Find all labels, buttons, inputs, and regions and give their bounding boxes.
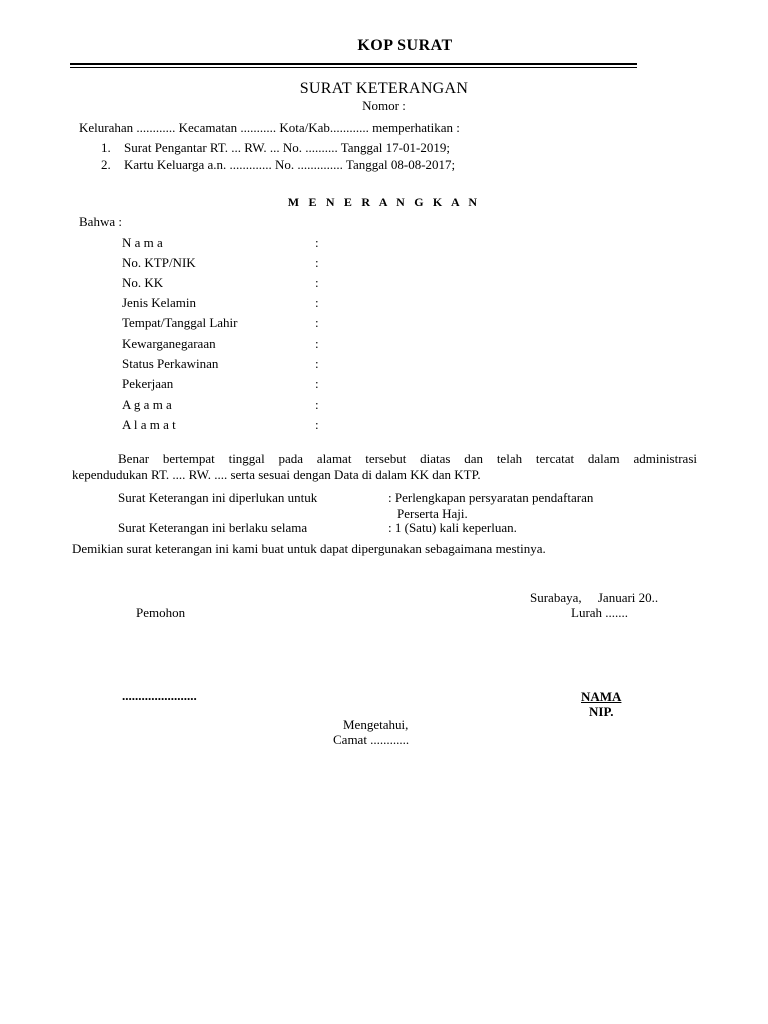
statement-line-1: Benar bertempat tinggal pada alamat tersebut diatas dan telah tercatat dalam administrasi [118, 451, 697, 466]
menerangkan-heading: M E N E R A N G K A N [287, 195, 481, 209]
field-label-status-perkawinan: Status Perkawinan [122, 356, 219, 371]
field-colon: : [315, 275, 319, 290]
reference-number: 2. [101, 157, 111, 172]
purpose-value-1: : Perlengkapan persyaratan pendaftaran [388, 490, 594, 505]
official-nip: NIP. [589, 704, 614, 719]
reference-number: 1. [101, 140, 111, 155]
field-label-alamat: A l a m a t [122, 417, 176, 432]
purpose-label-1: Surat Keterangan ini diperlukan untuk [118, 490, 318, 505]
statement-line-2: kependudukan RT. .... RW. .... serta sesuai dengan Data di dalam KK dan KTP. [72, 467, 481, 482]
pemohon-label: Pemohon [136, 605, 186, 620]
document-number: Nomor : [362, 98, 406, 113]
field-colon: : [315, 397, 319, 412]
reference-text: Surat Pengantar RT. ... RW. ... No. .......... Tanggal 17-01-2019; [124, 140, 450, 155]
pemohon-signature-line: ....................... [122, 688, 197, 703]
field-colon: : [315, 315, 319, 330]
field-colon: : [315, 295, 319, 310]
place-date: Surabaya, Januari 20.. [530, 590, 659, 605]
field-label-kewarganegaraan: Kewarganegaraan [122, 336, 216, 351]
intro-line: Kelurahan ............ Kecamatan ........... Kota/Kab............ memperhatikan : [79, 120, 460, 135]
field-colon: : [315, 235, 319, 250]
letterhead-rule-thin [70, 67, 637, 68]
bahwa-label: Bahwa : [79, 214, 122, 229]
field-label-tempat-tanggal-lahir: Tempat/Tanggal Lahir [122, 315, 238, 330]
field-colon: : [315, 336, 319, 351]
official-name: NAMA [581, 689, 622, 704]
purpose-value-2: : 1 (Satu) kali keperluan. [388, 520, 517, 535]
reference-text: Kartu Keluarga a.n. ............. No. .............. Tanggal 08-08-2017; [124, 157, 456, 172]
document-title: SURAT KETERANGAN [299, 80, 469, 97]
letterhead-rule-thick [70, 63, 637, 65]
purpose-label-2: Surat Keterangan ini berlaku selama [118, 520, 308, 535]
field-colon: : [315, 255, 319, 270]
closing-sentence: Demikian surat keterangan ini kami buat untuk dapat dipergunakan sebagaimana mestinya. [72, 541, 546, 556]
field-colon: : [315, 376, 319, 391]
field-label-jenis-kelamin: Jenis Kelamin [122, 295, 197, 310]
field-colon: : [315, 417, 319, 432]
camat-label: Camat ............ [333, 732, 410, 747]
field-colon: : [315, 356, 319, 371]
mengetahui-label: Mengetahui, [343, 717, 409, 732]
field-label-ktp: No. KTP/NIK [122, 255, 196, 270]
field-label-agama: A g a m a [122, 397, 172, 412]
field-label-kk: No. KK [122, 275, 164, 290]
lurah-label: Lurah ....... [571, 605, 629, 620]
field-label-pekerjaan: Pekerjaan [122, 376, 174, 391]
letterhead-title: KOP SURAT [357, 37, 453, 54]
field-label-nama: N a m a [122, 235, 163, 250]
purpose-value-1-cont: Perserta Haji. [397, 506, 468, 521]
